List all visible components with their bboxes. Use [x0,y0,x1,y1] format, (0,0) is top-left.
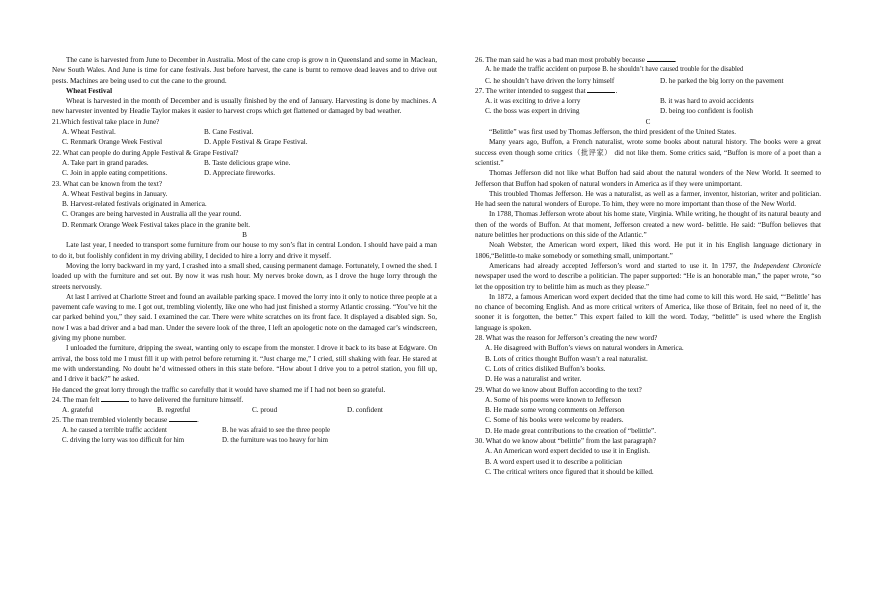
q21-option-a[interactable]: A. Wheat Festival. [62,128,116,137]
q26-options-row2 [475,76,821,86]
q28-option-b[interactable]: B. Lots of critics thought Buffon wasn’t a real naturalist. [485,354,648,363]
q29-option-b[interactable]: B. He made some wrong comments on Jefferson [485,406,625,415]
passage-c-paragraph-6: Noah Webster, the American word expert, liked this word. He put it in his English language dictionary in 1806,“Belittle-to make somebody or something small, unimportant.” [475,241,821,260]
q28-option-a[interactable]: A. He disagreed with Buffon’s views on natural wonders in America. [485,344,684,353]
q27-option-c[interactable]: C. the boss was expert in driving [485,107,580,116]
section-b-heading: B [242,231,247,240]
q21-option-c[interactable]: C. Renmark Orange Week Festival [62,138,163,147]
q22-option-b[interactable]: B. Taste delicious grape wine. [204,158,291,167]
question-29: 29. What do we know about Buffon according to the text? [475,385,642,394]
cane-paragraph: The cane is harvested from June to December in Australia. Most of the cane crop is grow n in Queensland and some in Maclean, New South Wales. And June is time for cane festivals. Just before harvest, the cane is burnt to remove dead leaves and to drive out pests. Machines are being used to cut the cane to the ground. [52,56,437,85]
q27-answer-blank[interactable] [587,86,618,95]
question-23: 23. What can be known from the text? [52,179,163,188]
q21-option-d[interactable]: D. Apple Festival & Grape Festival. [204,138,308,147]
passage-c-paragraph-5: In 1788, Thomas Jefferson wrote about his home state, Virginia. While writing, he thought of its natural beauty and then of the words of Buffon. At that moment, Jefferson created a new word- belittle. He said: “Buffon believes that nature belittles her productions on this side of the Atlantic.” [475,210,821,240]
q27-options-row1 [475,96,821,106]
passage-c-paragraph-7 [475,261,821,292]
q25-stem-start: 25. The man trembled violently because [52,416,168,425]
q25-option-c[interactable]: C. driving the lorry was too difficult for him [62,436,185,444]
q23-option-d[interactable]: D. Renmark Orange Week Festival takes place in the granite belt. [62,220,251,229]
right-column [475,55,821,477]
question-26 [475,55,821,65]
c7-text-end: newspaper used the word to describe a politician. The paper supported: “He is an honorable man,” the paper wrote, “so let the opposition try to belittle him as much as they please.” [475,272,821,291]
wheat-paragraph: Wheat is harvested in the month of December and is usually finished by the end of January. Harvesting is done by machines. A new harvester invented by Headie Taylor makes it easier to harvest crops which get flattened or damaged by bad weather. [52,97,437,116]
q30-option-b[interactable]: B. A word expert used it to describe a politician [485,457,622,466]
q24-option-a[interactable]: A. grateful [62,406,94,415]
passage-b-paragraph-2: Moving the lorry backward in my yard, I crashed into a small shed, causing permanent damage. Fortunately, I owned the shed. I loaded up with the furniture and set out. By now it was rush hour. My nerves broke down, as I drove the huge lorry through the streets nervously. [52,261,437,291]
c7-text-start: Americans had already accepted Jefferson’s word and started to use it. In 1797, the [489,261,750,270]
passage-c-paragraph-1: “Belittle” was first used by Thomas Jefferson, the third president of the United States. [489,128,737,137]
q21-options-row2 [52,137,437,147]
q28-option-d[interactable]: D. He was a naturalist and writer. [485,375,582,384]
q21-options-row1 [52,127,437,137]
question-28: 28. What was the reason for Jefferson’s creating the new word? [475,334,658,343]
q23-option-b[interactable]: B. Harvest-related festivals originated in America. [62,200,207,209]
q22-options-row2 [52,168,437,178]
q23-option-a[interactable]: A. Wheat Festival begins in January. [62,189,168,198]
q23-option-c[interactable]: C. Oranges are being harvested in Australia all the year round. [62,210,242,219]
q29-option-c[interactable]: C. Some of his books were welcome by readers. [485,416,624,425]
q25-answer-blank[interactable] [169,416,199,425]
passage-b-paragraph-5: He danced the great lorry through the traffic so carefully that it would have shamed me if I had not been so grateful. [52,385,386,394]
q26-option-a-b[interactable]: A. he made the traffic accident on purpose B. he shouldn’t have caused trouble for the disabled [485,66,744,74]
q24-stem-end: to have delivered the furniture himself. [130,395,244,404]
q26-stem-end: . [674,56,677,64]
q22-option-a[interactable]: A. Take part in grand parades. [62,158,149,167]
q27-option-d[interactable]: D. being too confident is foolish [660,107,754,116]
q25-option-d[interactable]: D. the furniture was too heavy for him [222,436,329,444]
passage-b-paragraph-3: At last I arrived at Charlotte Street and found an available parking space. I moved the lorry into it only to notice three people at a pavement cafe waving to me. I got out, trembling violently, like one who had just finished a stormy Atlantic crossing. “You’ve hit the car parked behind you,” they said. I examined the car. There were white scratches on its front face. It displayed a disabled sign. So, now I was a bad driver and a bad man. Under the severe look of the three, I left an apologetic note on the damaged car’s windscreen, giving my phone number. [52,292,437,343]
q24-option-c[interactable]: C. proud [252,406,278,415]
q27-option-b[interactable]: B. it was hard to avoid accidents [660,97,754,106]
q22-options-row1 [52,158,437,168]
q27-option-a[interactable]: A. it was exciting to drive a lorry [485,97,581,106]
q26-option-c[interactable]: C. he shouldn’t have driven the lorry himself [485,76,615,85]
passage-b-paragraph-1: Late last year, I needed to transport some furniture from our house to my son’s flat in central London. I should have paid a man to do it, but foolishly confident in my driving ability, I decided to hire a lorry and drive it myself. [52,241,437,260]
q30-option-a[interactable]: A. An American word expert decided to use it in English. [485,447,650,456]
section-c-heading: C [645,117,651,126]
q22-option-d[interactable]: D. Appreciate fireworks. [204,169,276,178]
question-30: 30. What do we know about “belittle” from the last paragraph? [475,436,656,445]
question-25 [52,415,437,425]
question-24 [52,395,437,405]
q26-option-d[interactable]: D. he parked the big lorry on the pavement [660,76,784,85]
question-22: 22. What can people do during Apple Festival & Grape Festival? [52,148,239,157]
question-27 [475,86,821,96]
q26-stem-start: 26. The man said he was a bad man most probably because [475,56,645,64]
passage-c-paragraph-2: Many years ago, Buffon, a French naturalist, wrote some books about natural history. The books were a great success even though some critics（批评家） did not like them. Some critics said, “Buffon is more of a poet than a scientist.” [475,138,821,167]
q25-option-a[interactable]: A. he caused a terrible traffic accident [62,426,167,434]
q30-option-c[interactable]: C. The critical writers once figured that it should be killed. [485,467,654,476]
q28-option-c[interactable]: C. Lots of critics disliked Buffon’s books. [485,364,606,373]
passage-c-paragraph-8: In 1872, a famous American word expert decided that the time had come to kill this word. He said, “‘Belittle’ has no chance of becoming English. And as more critical writers of America, like those of Britain, feel no need of it, the sooner it is forgotten, the better.” This expert failed to kill the word. Today, “belittle” is used where the English language is spoken. [475,292,821,332]
question-21: 21.Which festival take place in June? [52,117,160,126]
q24-option-d[interactable]: D. confident [347,406,383,415]
left-column [52,55,437,446]
q25-options-row1 [52,426,437,436]
wheat-festival-heading: Wheat Festival [66,86,113,95]
q25-options-row2 [52,436,437,446]
q24-options-row [52,405,437,415]
q27-stem-end: . [615,86,618,95]
q29-option-a[interactable]: A. Some of his poems were known to Jefferson [485,395,622,404]
passage-c-paragraph-4: This troubled Thomas Jefferson. He was a naturalist, as well as a farmer, inventor, historian, writer and politician. He had seen the natural wonders of Europe. To him, they were no more important than those of the New World. [475,189,821,209]
q27-stem-start: 27. The writer intended to suggest that [475,86,586,95]
passage-c-paragraph-3: Thomas Jefferson did not like what Buffon had said about the natural wonders of the New World. It seemed to Jefferson that Buffon had spoken of natural wonders in America as if they were unimportant. [475,169,821,188]
q29-option-d[interactable]: D. He made great contributions to the creation of “belittle”. [485,426,657,435]
q22-option-c[interactable]: C. Join in apple eating competitions. [62,169,168,178]
q25-stem-end: . [197,416,199,425]
q26-answer-blank[interactable] [647,56,675,62]
q21-option-b[interactable]: B. Cane Festival. [204,128,254,137]
newspaper-title: Independent Chronicle [753,261,821,270]
q27-options-row2 [475,106,821,116]
q25-option-b[interactable]: B. he was afraid to see the three people [222,426,331,434]
passage-b-paragraph-4: I unloaded the furniture, dripping the sweat, wanting only to escape from the monster. I drove it back to its base at Edgware. On arrival, the boss told me I must fill it up with petrol before returning it. “Just charge me,” I cried, still shaking with fear. He stared at me with understanding. No doubt he’d witnessed others in this state before. “How about I drive you to a petrol station, you fill up, and I drive it back?” he asked. [52,344,437,384]
q24-answer-blank[interactable] [101,396,129,402]
q24-option-b[interactable]: B. regretful [157,406,191,415]
q24-stem-start: 24. The man felt [52,395,100,404]
